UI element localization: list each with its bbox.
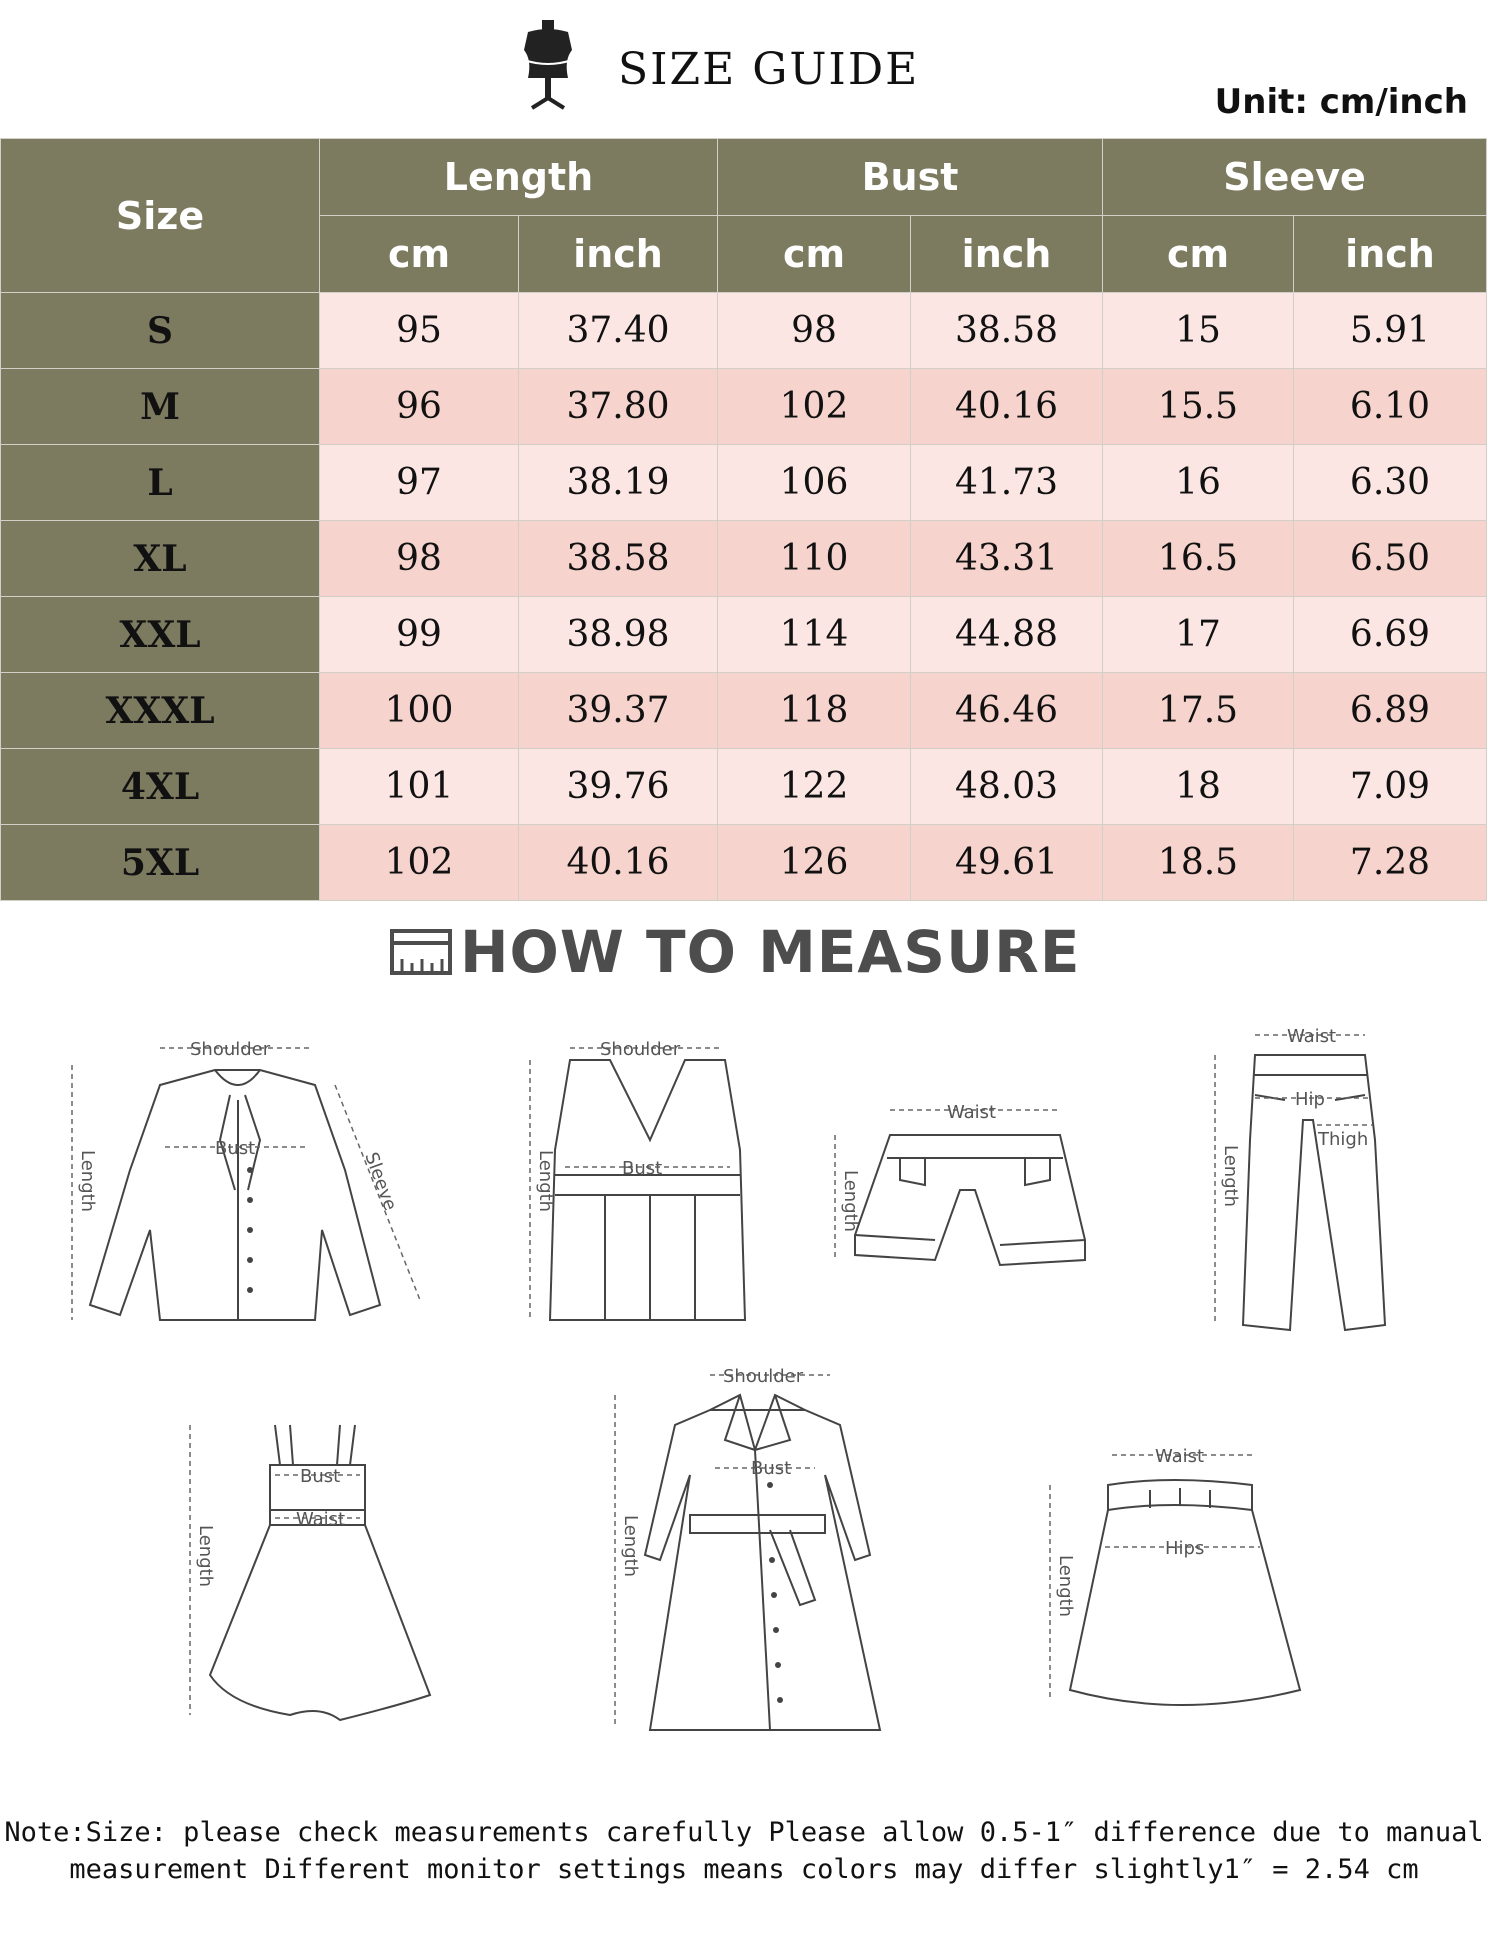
shoulder-label: Shoulder — [723, 1366, 804, 1387]
length-label: Length — [77, 1150, 98, 1213]
pants-illustration — [1195, 1020, 1405, 1340]
value-cell: 122 — [718, 749, 911, 825]
coat-illustration — [600, 1365, 910, 1745]
table-row — [1, 597, 1487, 673]
length-header: Length — [320, 139, 718, 216]
unit-label: Unit: cm/inch — [1214, 82, 1468, 122]
unit-header: inch — [519, 216, 718, 293]
table-row — [1, 369, 1487, 445]
value-cell: 114 — [718, 597, 911, 673]
sleeve-label: Sleeve — [360, 1149, 401, 1214]
value-cell: 98 — [718, 293, 911, 369]
value-cell: 7.09 — [1294, 749, 1487, 825]
length-label: Length — [1220, 1145, 1241, 1208]
value-cell: 6.50 — [1294, 521, 1487, 597]
note-text — [0, 1814, 1488, 1888]
value-cell: 110 — [718, 521, 911, 597]
table-row — [1, 521, 1487, 597]
value-cell: 17.5 — [1103, 673, 1294, 749]
table-row — [1, 293, 1487, 369]
table-row — [1, 673, 1487, 749]
header — [0, 0, 1488, 138]
table-row — [1, 825, 1487, 901]
unit-header: inch — [911, 216, 1103, 293]
value-cell: 37.40 — [519, 293, 718, 369]
unit-header: cm — [320, 216, 519, 293]
blouse-illustration — [60, 1030, 430, 1340]
unit-header: inch — [1294, 216, 1487, 293]
value-cell: 38.58 — [519, 521, 718, 597]
ruler-icon — [390, 929, 452, 975]
value-cell: 39.76 — [519, 749, 718, 825]
hips-label: Hips — [1165, 1538, 1205, 1559]
value-cell: 18.5 — [1103, 825, 1294, 901]
length-label: Length — [1055, 1555, 1076, 1618]
value-cell: 39.37 — [519, 673, 718, 749]
size-cell: 5XL — [1, 825, 320, 901]
value-cell: 38.98 — [519, 597, 718, 673]
value-cell: 15 — [1103, 293, 1294, 369]
value-cell: 99 — [320, 597, 519, 673]
value-cell: 98 — [320, 521, 519, 597]
waist-label: Waist — [1155, 1446, 1205, 1467]
length-label: Length — [840, 1170, 861, 1233]
table-row — [1, 445, 1487, 521]
size-table — [0, 138, 1487, 901]
value-cell: 97 — [320, 445, 519, 521]
value-cell: 46.46 — [911, 673, 1103, 749]
value-cell: 96 — [320, 369, 519, 445]
size-cell: XXXL — [1, 673, 320, 749]
table-row — [1, 749, 1487, 825]
length-label: Length — [195, 1525, 216, 1588]
shoulder-label: Shoulder — [190, 1039, 271, 1060]
how-to-measure-heading — [390, 918, 1081, 986]
sleeve-header: Sleeve — [1103, 139, 1487, 216]
value-cell: 38.19 — [519, 445, 718, 521]
value-cell: 5.91 — [1294, 293, 1487, 369]
bust-label: Bust — [215, 1138, 256, 1159]
hip-label: Hip — [1295, 1089, 1325, 1110]
value-cell: 118 — [718, 673, 911, 749]
dress-illustration — [170, 1405, 490, 1735]
size-cell: L — [1, 445, 320, 521]
value-cell: 106 — [718, 445, 911, 521]
value-cell: 102 — [320, 825, 519, 901]
note-line: Note:Size: please check measurements carefully Please allow 0.5-1″ difference due to manual — [4, 1817, 1484, 1848]
bust-label: Bust — [300, 1466, 341, 1487]
value-cell: 15.5 — [1103, 369, 1294, 445]
value-cell: 6.30 — [1294, 445, 1487, 521]
skirt-illustration — [1030, 1430, 1320, 1730]
value-cell: 95 — [320, 293, 519, 369]
value-cell: 41.73 — [911, 445, 1103, 521]
size-header: Size — [1, 139, 320, 293]
bust-header: Bust — [718, 139, 1103, 216]
bust-label: Bust — [751, 1458, 792, 1479]
waist-label: Waist — [1287, 1026, 1337, 1047]
size-cell: XXL — [1, 597, 320, 673]
length-label: Length — [620, 1515, 641, 1578]
value-cell: 49.61 — [911, 825, 1103, 901]
size-cell: S — [1, 293, 320, 369]
value-cell: 44.88 — [911, 597, 1103, 673]
page-title: SIZE GUIDE — [618, 44, 920, 95]
waist-label: Waist — [947, 1102, 997, 1123]
value-cell: 48.03 — [911, 749, 1103, 825]
value-cell: 101 — [320, 749, 519, 825]
shoulder-label: Shoulder — [600, 1039, 681, 1060]
size-cell: 4XL — [1, 749, 320, 825]
value-cell: 6.69 — [1294, 597, 1487, 673]
unit-header: cm — [1103, 216, 1294, 293]
length-label: Length — [535, 1150, 556, 1213]
value-cell: 40.16 — [911, 369, 1103, 445]
waist-label: Waist — [296, 1509, 346, 1530]
value-cell: 40.16 — [519, 825, 718, 901]
size-cell: XL — [1, 521, 320, 597]
bust-label: Bust — [622, 1158, 663, 1179]
how-to-measure-title: HOW TO MEASURE — [460, 918, 1081, 986]
value-cell: 37.80 — [519, 369, 718, 445]
value-cell: 126 — [718, 825, 911, 901]
note-line: measurement Different monitor settings means colors may differ slightly1″ = 2.54 cm — [69, 1854, 1419, 1885]
value-cell: 16 — [1103, 445, 1294, 521]
value-cell: 100 — [320, 673, 519, 749]
unit-header: cm — [718, 216, 911, 293]
value-cell: 43.31 — [911, 521, 1103, 597]
dress-form-icon — [518, 20, 578, 110]
value-cell: 18 — [1103, 749, 1294, 825]
tank-illustration — [510, 1030, 770, 1340]
value-cell: 7.28 — [1294, 825, 1487, 901]
size-cell: M — [1, 369, 320, 445]
value-cell: 16.5 — [1103, 521, 1294, 597]
value-cell: 6.89 — [1294, 673, 1487, 749]
shorts-illustration — [815, 1090, 1115, 1300]
value-cell: 38.58 — [911, 293, 1103, 369]
value-cell: 6.10 — [1294, 369, 1487, 445]
value-cell: 102 — [718, 369, 911, 445]
value-cell: 17 — [1103, 597, 1294, 673]
thigh-label: Thigh — [1318, 1129, 1369, 1150]
